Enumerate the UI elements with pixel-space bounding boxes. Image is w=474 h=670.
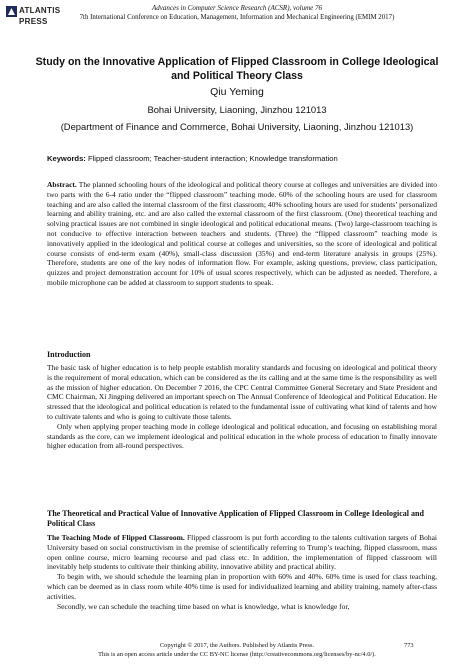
conference-line: 7th International Conference on Education, Management, Information and Mechanical Engineering (EMIM 2017) [79, 14, 395, 21]
keywords-line [47, 154, 447, 163]
keywords-text: Flipped classroom; Teacher-student interaction; Knowledge transformation [87, 154, 338, 163]
section-heading: The Theoretical and Practical Value of Innovative Application of Flipped Classroom in College Ideological and Political Class [47, 509, 424, 528]
section-paragraph-2: To begin with, we should schedule the learning plan in proportion with 60% and 40%. 60% time is used for class teaching, which can be deemed as in class room while 40% time is used for individualized learning and ability training, namely after-class activities. [47, 572, 437, 601]
license-line: This is an open access article under the CC BY-NC license (http://creativecommons.org/licenses/by-nc/4.0/). [98, 651, 376, 658]
publisher-name-line1: ATLANTIS [19, 6, 61, 15]
paper-title: Study on the Innovative Application of Flipped Classroom in College Ideological and Political Theory Class [35, 56, 439, 82]
introduction-body [47, 363, 437, 451]
section-paragraph-1: Flipped classroom is put forth according to the talents cultivation targets of Bohai University based on social constructivism in the premise of scientifically referring to Trump’s teaching, flipped classroom, mass open online course, micro learning recourse and pad class etc. In addition, the implementation of flipped classroom will inevitably help students to cultivate their thinking ability, innovative ability and practical ability. [47, 533, 437, 572]
abstract-label: Abstract. [47, 180, 77, 189]
keywords-label: Keywords: [47, 154, 86, 163]
journal-line: Advances in Computer Science Research (ACSR), volume 76 [151, 4, 323, 12]
section-run-in-label: The Teaching Mode of Flipped Classroom. [47, 533, 185, 542]
section-paragraph-3: Secondly, we can schedule the teaching time based on what is knowledge, what is knowledge for, [57, 601, 350, 611]
copyright-line: Copyright © 2017, the Authors. Published by Atlantis Press. [159, 642, 315, 649]
abstract-block [47, 180, 437, 288]
section-body [47, 533, 437, 611]
affiliation-department: (Department of Finance and Commerce, Bohai University, Liaoning, Jinzhou 121013) [60, 121, 414, 132]
affiliation-primary: Bohai University, Liaoning, Jinzhou 121013 [147, 104, 327, 115]
abstract-text: The planned schooling hours of the ideological and political theory course at colleges and universities are divided into two parts with the 6-4 ratio under the “flipped classroom” teaching mode. 60% of the schooling hours are used for classroom teaching and are also called the internal classroom of the first classroom; 40% schooling hours are used for students’ personalized learning and ability training, etc. and are also called the external classroom of the first classroom. (One) theoretical teaching and solving practical issues are not combined in single ideological and political educational means. (Two) large-classroom teaching is not conducive to effective interaction between teachers and students. (Three) the “flipped classroom” teaching mode is innovatively applied in the ideological and political course at colleges and universities, so the score of ideological and political course consists of end-term exam (40%), small-class discussion (35%) and end-term literature analysis in groups (25%). Therefore, students are one of the key nodes of information flow. For example, asking questions, preview, class participation, quizzes and project demonstration account for 10% of usual scores respectively, which can be adjusted as needed. Therefore, a mobile microphone can be added at classroom to support students to speak. [47, 180, 437, 287]
introduction-paragraph-1: The basic task of higher education is to help people establish morality standards and focusing on ideological and political theory is the requirement of moral education, which can be considered as the its calling and at the same time is the responsibility as well as the mission of higher education. On December 7 2016, the CPC Central Committee General Secretary and State President and CMC Chairman, Xi Jingping delivered an important speech on The Annual Conference of Ideological and Political Education. He stressed that the ideological and political education is related to the fundamental issue of cultivating what kind of talents and how to cultivate talents and who is going to cultivate those talents. [47, 363, 437, 421]
introduction-paragraph-2: Only when applying proper teaching mode in college ideological and political education, and focusing on establishing moral standards as the core, can we implement ideological and political education in the whole process of education to finally innovate higher education from all-round perspectives. [47, 421, 437, 451]
author-name: Qiu Yeming [210, 86, 264, 98]
publisher-name-line2: PRESS [19, 17, 48, 26]
page-number: 773 [404, 642, 414, 649]
introduction-heading: Introduction [47, 350, 91, 359]
